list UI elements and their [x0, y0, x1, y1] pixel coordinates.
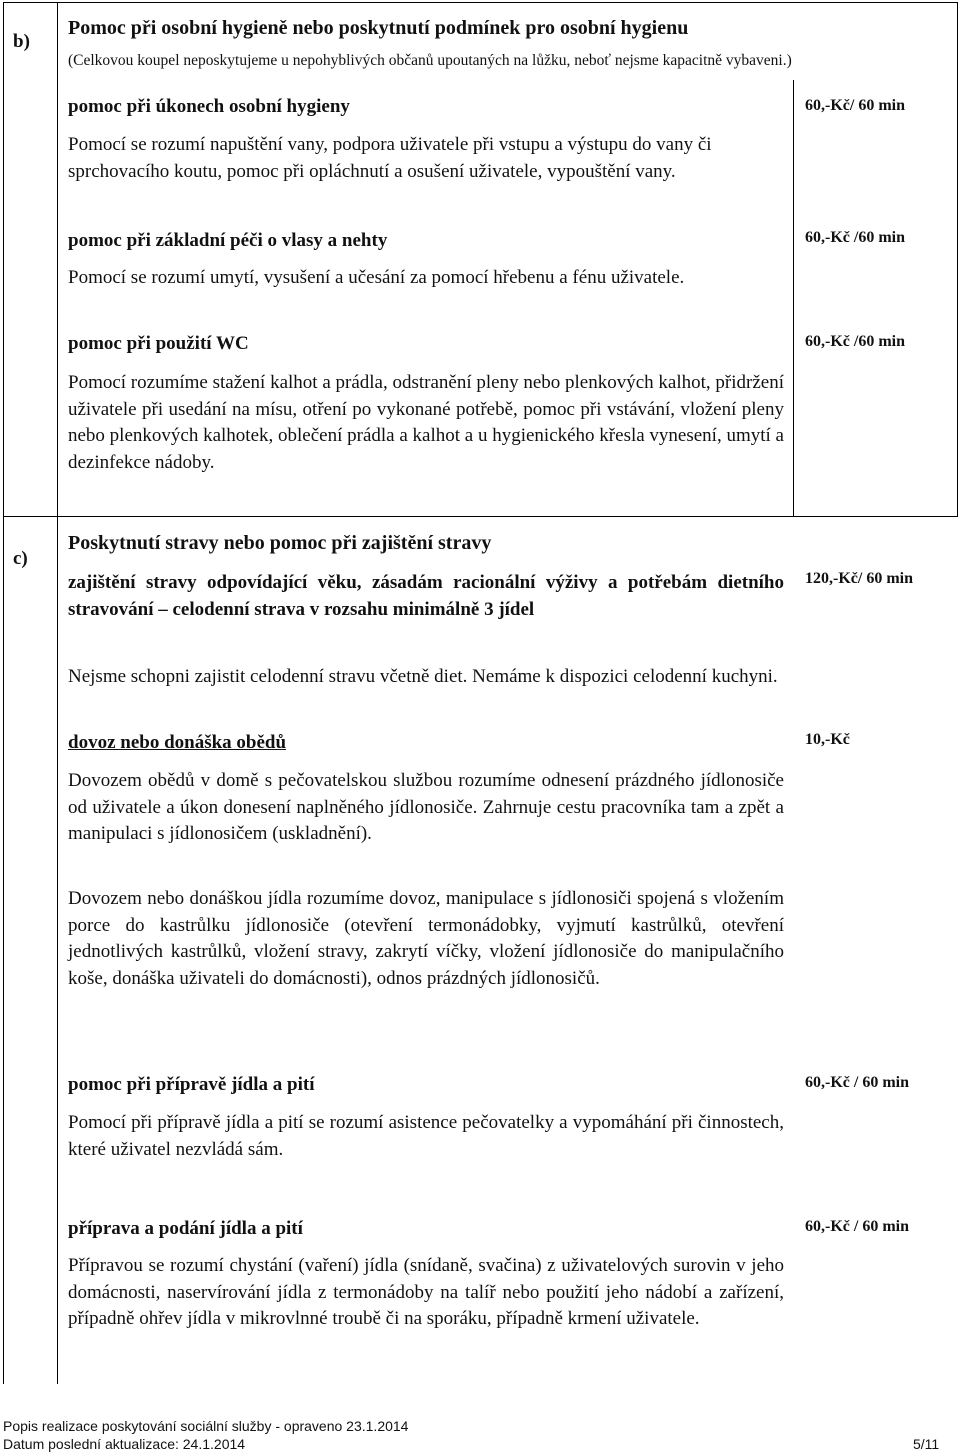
service-description-detail: Dovozem nebo donáškou jídla rozumíme dovoz, manipulace s jídlonosiči spojená s vložením porce do kastrůlku jídlonosiče (otevření termonádobky, vyjmutí kastrůlků, otevření jednotlivých kastrůlků, vložení stravy, zakrytí víčky, vložení jídlonosiče do manipulačního koše, donáška uživateli do domácnosti), odnos prázdných jídlonosičů.	[68, 888, 784, 990]
service-description: Pomocí rozumíme stažení kalhot a prádla, odstranění pleny nebo plenkových kalhot, přidržení uživatele při usedání na mísu, otření po vykonané potřebě, pomoc při vstávání, vložení pleny nebo plenkových kalhotek, oblečení prádla a kalhot a u hygienického křesla vynesení, umytí a dezinfekce nádoby.	[68, 372, 784, 474]
service-title: pomoc při použití WC	[68, 333, 249, 354]
service-description: Pomocí při přípravě jídla a pití se rozumí asistence pečovatelky a vypomáhání při činnostech, které uživatel nezvládá sám.	[68, 1112, 784, 1160]
service-price: 60,-Kč/ 60 min	[805, 97, 905, 114]
row-divider-b-c	[3, 516, 958, 517]
service-price: 60,-Kč / 60 min	[805, 1218, 909, 1235]
footer-last-update: Datum poslední aktualizace: 24.1.2014	[3, 1436, 246, 1452]
service-title: pomoc při základní péči o vlasy a nehty	[68, 230, 388, 251]
service-description: Pomocí se rozumí umytí, vysušení a učesání za pomocí hřebenu a fénu uživatele.	[68, 267, 685, 288]
service-description: Pomocí se rozumí napuštění vany, podpora uživatele při vstupu a výstupu do vany či sprchovacího koutu, pomoc při opláchnutí a osušení uživatele, vypouštění vany.	[68, 134, 712, 182]
section-b-note: (Celkovou koupel neposkytujeme u nepohyblivých občanů upoutaných na lůžku, neboť nejsme kapacitně vybaveni.)	[68, 52, 792, 69]
service-title: pomoc při přípravě jídla a pití	[68, 1074, 315, 1095]
section-b-letter: b)	[13, 31, 30, 52]
column-divider-letter	[57, 2, 58, 1384]
service-title: zajištění stravy odpovídající věku, zásadám racionální výživy a potřebám dietního stravování – celodenní strava v rozsahu minimálně 3 jídel	[68, 572, 784, 620]
footer-page-number: 5/11	[913, 1436, 940, 1452]
service-title: příprava a podání jídla a pití	[68, 1218, 303, 1239]
service-title: dovoz nebo donáška obědů	[68, 732, 287, 753]
section-b-title: Pomoc při osobní hygieně nebo poskytnutí podmínek pro osobní hygienu	[68, 17, 689, 39]
service-title: pomoc při úkonech osobní hygieny	[68, 96, 350, 117]
service-price: 60,-Kč / 60 min	[805, 1074, 909, 1091]
service-price: 120,-Kč/ 60 min	[805, 570, 913, 587]
footer-document-title: Popis realizace poskytování sociální služby - opraveno 23.1.2014	[3, 1418, 409, 1434]
section-c-title: Poskytnutí stravy nebo pomoc při zajištění stravy	[68, 532, 492, 554]
service-price: 60,-Kč /60 min	[805, 333, 905, 350]
table-border-right	[957, 2, 958, 517]
service-price: 60,-Kč /60 min	[805, 229, 905, 246]
table-border-top	[3, 2, 958, 3]
service-description: Nejsme schopni zajistit celodenní stravu včetně diet. Nemáme k dispozici celodenní kuchyni.	[68, 666, 778, 687]
section-c-letter: c)	[13, 548, 28, 569]
service-description: Dovozem obědů v domě s pečovatelskou službou rozumíme odnesení prázdného jídlonosiče od uživatele a úkon donesení naplněného jídlonosiče. Zahrnuje cestu pracovníka tam a zpět a manipulaci s jídlonosičem (uskladnění).	[68, 770, 784, 845]
table-border-left	[3, 2, 4, 1384]
service-description: Přípravou se rozumí chystání (vaření) jídla (snídaně, svačina) z uživatelových surovin v jeho domácnosti, naservírování jídla z termonádoby na talíř nebo použití jeho nádobí a zařízení, případně ohřev jídla v mikrovlnné troubě či na sporáku, případně krmení uživatele.	[68, 1255, 784, 1330]
column-divider-price	[793, 80, 794, 517]
service-price: 10,-Kč	[805, 731, 850, 748]
